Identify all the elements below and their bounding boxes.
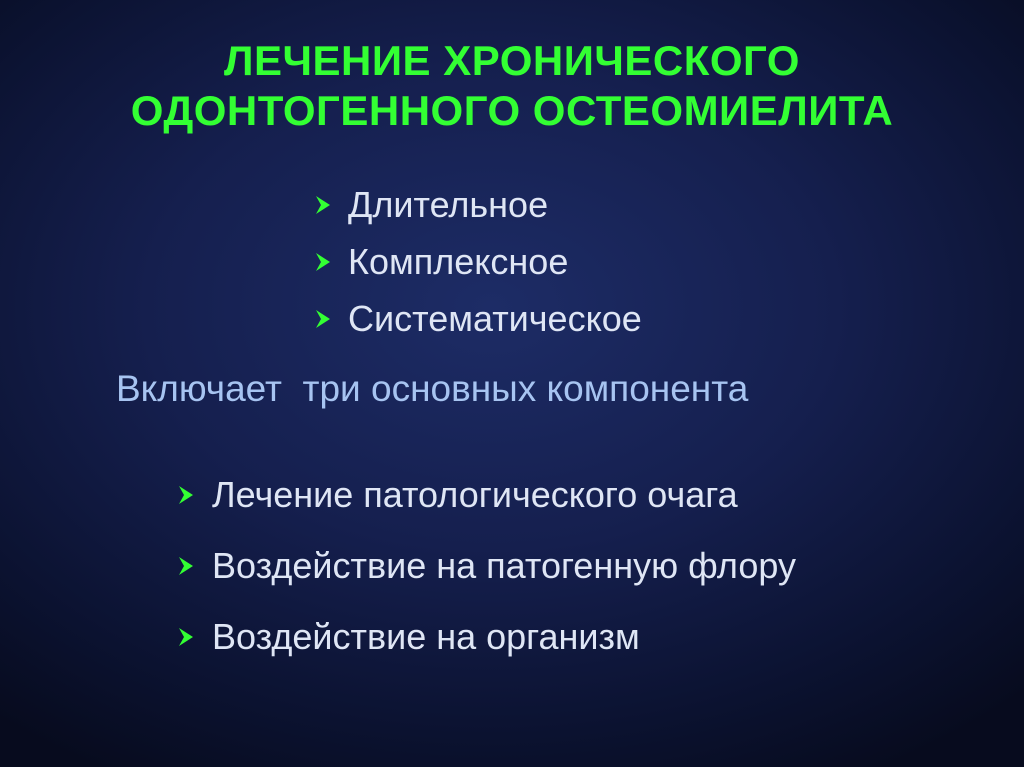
- bullet-top-3: [298, 298, 642, 340]
- slide-title: [0, 36, 1024, 136]
- arrow-bullet-icon: [298, 194, 348, 216]
- bullet-top-2: [298, 241, 568, 283]
- title-line-1: ЛЕЧЕНИЕ ХРОНИЧЕСКОГО: [224, 37, 800, 84]
- arrow-bullet-icon: [160, 555, 212, 577]
- bullet-top-1-label: Длительное: [348, 184, 549, 225]
- bullet-top-1: [298, 184, 548, 226]
- bullet-bottom-1-label: Лечение патологического очага: [212, 474, 738, 515]
- bullet-top-2-label: Комплексное: [348, 241, 569, 282]
- arrow-bullet-icon: [298, 251, 348, 273]
- arrow-bullet-icon: [160, 626, 212, 648]
- bullet-bottom-2: [160, 545, 796, 587]
- bullet-bottom-3: [160, 616, 640, 658]
- bullet-bottom-3-label: Воздействие на организм: [212, 616, 640, 657]
- bullet-bottom-1: [160, 474, 738, 516]
- bullet-top-3-label: Систематическое: [348, 298, 642, 339]
- subheading: Включает три основных компонента: [116, 368, 749, 409]
- arrow-bullet-icon: [160, 484, 212, 506]
- bullet-bottom-2-label: Воздействие на патогенную флору: [212, 545, 796, 586]
- arrow-bullet-icon: [298, 308, 348, 330]
- title-line-2: ОДОНТОГЕННОГО ОСТЕОМИЕЛИТА: [130, 87, 894, 134]
